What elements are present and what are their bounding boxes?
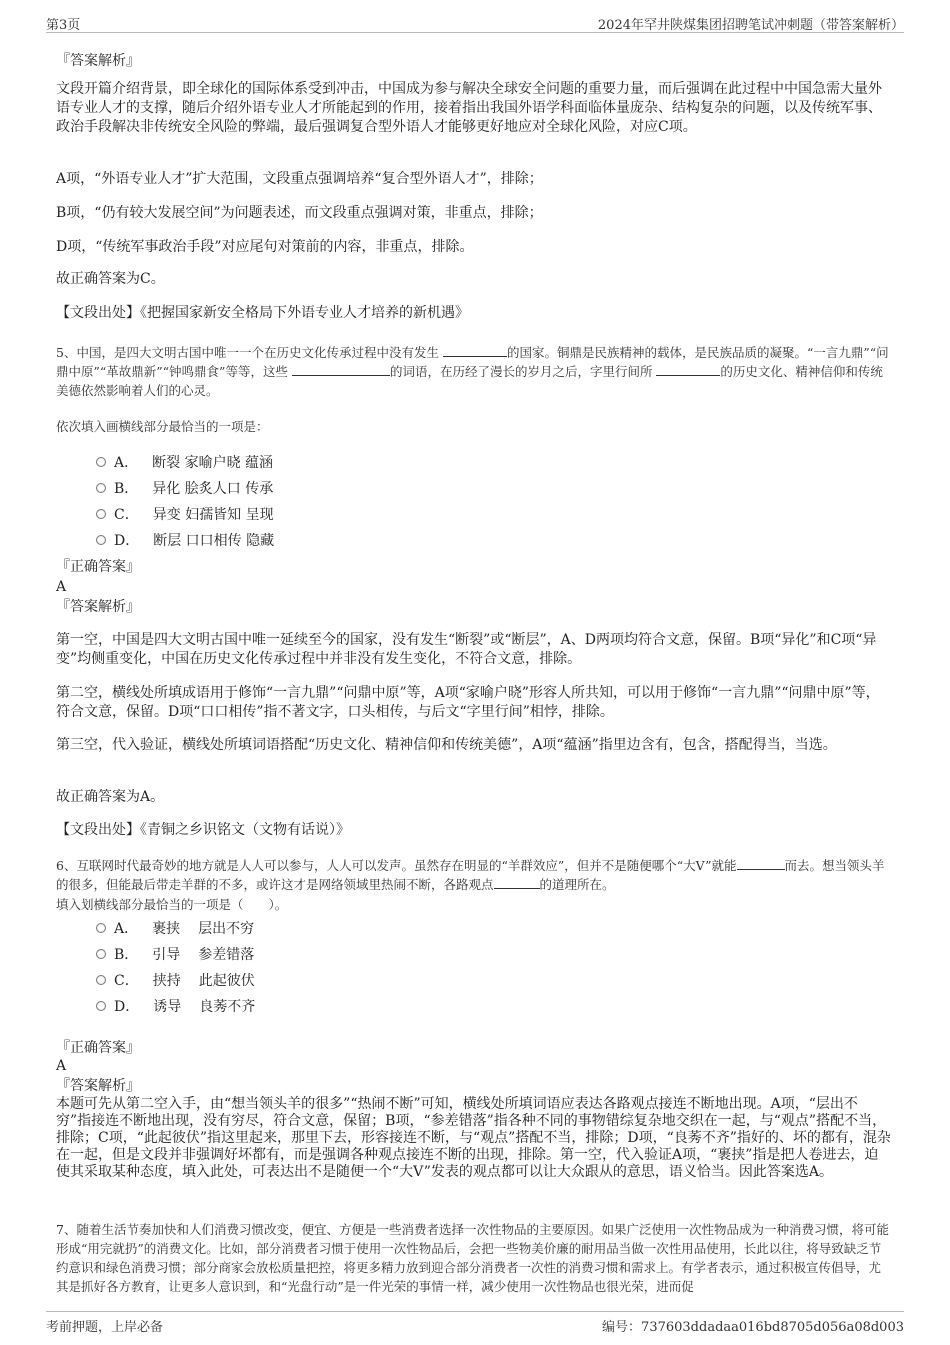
q5-analysis-paragraph-2: 第二空，横线处所填成语用于修饰“一言九鼎”“问鼎中原”等，A项“家喻户晓”形容人所共知，可以用于修饰“一言九鼎”“问鼎中原”等，符合文意，保留。D项“口口相传”指不著文字，口头相传，与后文“字里行间”相悖，排除。 (56, 685, 880, 720)
q6-prompt: 填入划横线部分最恰当的一项是（ ）。 (56, 897, 288, 912)
q5-answer: A (56, 579, 67, 595)
radio-icon[interactable] (96, 509, 106, 519)
q5-option-a[interactable]: A． 断裂 家喻户晓 蕴涵 (96, 452, 273, 472)
q5-option-d[interactable]: D． 断层 口口相传 隐藏 (96, 530, 274, 550)
q6-analysis-paragraph: 本题可先从第二空入手，由“想当领头羊的很多”“热闹不断”可知，横线处所填词语应表达各路观点接连不断地出现。A项，“层出不穷”指接连不断地出现，没有穷尽，符合文意，保留；B项，“参差错落”指各种不同的事物错综复杂地交织在一起，与“观点”搭配不当，排除；C项，“此起彼伏”指这里起来，那里下去，形容接连不断，与“观点”搭配不当，排除；D项，“良莠不齐”指好的、坏的都有，混杂在一起，但是文段并非强调好坏都有，而是强调各种观点接连不断的出现，排除。第一空，代入验证A项，“裹挟”指是把人卷进去，迫使其采取某种态度，填入此处，可表达出不是随便一个“大V”发表的观点都可以让大众跟从的意思，语义恰当。因此答案选A。 (56, 1096, 891, 1180)
radio-icon[interactable] (96, 975, 106, 985)
q7-stem: 7、随着生活节奏加快和人们消费习惯改变，便宜、方便是一些消费者选择一次性物品的主要原因。如果广泛使用一次性物品成为一种消费习惯，将可能形成“用完就扔”的消费文化。比如，部分消费者习惯于使用一次性物品后，会把一些物美价廉的耐用品当做一次性用品使用，长此以往，将导致缺乏节约意识和绿色消费习惯；部分商家会放松质量把控，将更多精力放到迎合部分消费者一次性的消费习惯和需求上。有学者表示，通过积极宣传倡导，尤其是抓好各方教育，让更多人意识到，和“光盘行动”是一件光荣的事情一样，减少使用一次性物品也很光荣，进而促 (56, 1222, 889, 1294)
page-header (46, 12, 904, 33)
q5-analysis-label: 『答案解析』 (56, 599, 140, 615)
q5-stem: 5、中国，是四大文明古国中唯一一个在历史文化传承过程中没有发生 的国家。铜鼎是民族精神的载体，是民族品质的凝聚。“一言九鼎”“问鼎中原”“革故鼎新”“钟鸣鼎食”等等，这些 的词语，在历经了漫长的岁月之后，字里行间所 的历史文化、精神信仰和传统美德依然影响着人们的心灵。 (56, 345, 889, 398)
q4-analysis-label: 『答案解析』 (56, 53, 140, 69)
radio-icon[interactable] (96, 483, 106, 493)
q4-analysis-paragraph: 文段开篇介绍背景，即全球化的国际体系受到冲击，中国成为参与解决全球安全问题的重要力量，而后强调在此过程中中国急需大量外语专业人才的支撑，随后介绍外语专业人才所能起到的作用，接着指出我国外语学科面临体量庞杂、结构复杂的问题，以及传统军事、政治手段解决非传统安全风险的弊端，最后强调复合型外语人才能够更好地应对全球化风险，对应C项。 (56, 81, 882, 135)
q5-answer-label: 『正确答案』 (56, 559, 140, 575)
q5-blank-1 (443, 344, 507, 357)
page-footer (46, 1311, 904, 1334)
q4-analysis-option-b: B项，“仍有较大发展空间”为问题表述，而文段重点强调对策，非重点，排除； (56, 205, 543, 221)
page-number: 第3页 (46, 18, 81, 33)
q5-option-b[interactable]: B． 异化 脍炙人口 传承 (96, 478, 273, 498)
q6-option-a[interactable]: A． 裹挟 层出不穷 (96, 918, 254, 938)
q5-analysis-paragraph-3: 第三空，代入验证，横线处所填词语搭配“历史文化、精神信仰和传统美德”，A项“蕴涵”指里边含有，包含，搭配得当，当选。 (56, 737, 837, 753)
q4-analysis-option-a: A项，“外语专业人才”扩大范围，文段重点强调培养“复合型外语人才”，排除； (56, 171, 543, 187)
radio-icon[interactable] (96, 1001, 106, 1011)
q6-analysis-label: 『答案解析』 (56, 1078, 140, 1094)
footer-slogan: 考前押题，上岸必备 (46, 1320, 164, 1335)
q5-analysis-paragraph-1: 第一空，中国是四大文明古国中唯一延续至今的国家，没有发生“断裂”或“断层”，A、D两项均符合文意，保留。B项“异化”和C项“异变”均侧重变化，中国在历史文化传承过程中并非没有发生变化，不符合文意，排除。 (56, 632, 877, 667)
radio-icon[interactable] (96, 535, 106, 545)
radio-icon[interactable] (96, 949, 106, 959)
q6-blank-2 (494, 876, 540, 889)
q5-blank-2 (292, 363, 390, 376)
q6-answer: A (56, 1058, 67, 1074)
q6-option-b[interactable]: B． 引导 参差错落 (96, 944, 254, 964)
q5-source: 【文段出处】《青铜之乡识铭文（文物有话说）》 (56, 822, 350, 838)
q4-source: 【文段出处】《把握国家新安全格局下外语专业人才培养的新机遇》 (56, 305, 469, 321)
document-title: 2024年罕井陕煤集团招聘笔试冲刺题（带答案解析） (597, 18, 904, 33)
q5-blank-3 (656, 363, 720, 376)
document-serial: 编号：737603ddadaa016bd8705d056a08d003 (602, 1320, 904, 1335)
q6-option-c[interactable]: C． 挟持 此起彼伏 (96, 970, 255, 990)
q6-blank-1 (737, 857, 785, 870)
q6-stem: 6、互联网时代最奇妙的地方就是人人可以参与，人人可以发声。虽然存在明显的“羊群效应”，但并不是随便哪个“大V”就能 而去。想当领头羊的很多，但能最后带走羊群的不多，或许这才是网络领域里热闹不断，各路观点 的道理所在。 (56, 858, 885, 892)
q5-option-c[interactable]: C． 异变 妇孺皆知 呈现 (96, 504, 274, 524)
q6-answer-label: 『正确答案』 (56, 1040, 140, 1056)
q5-conclusion: 故正确答案为A。 (56, 789, 165, 805)
q4-conclusion: 故正确答案为C。 (56, 271, 165, 287)
radio-icon[interactable] (96, 923, 106, 933)
q4-analysis-option-d: D项，“传统军事政治手段”对应尾句对策前的内容，非重点，排除。 (56, 239, 474, 255)
q5-prompt: 依次填入画横线部分最恰当的一项是： (56, 419, 269, 434)
q6-option-d[interactable]: D． 诱导 良莠不齐 (96, 996, 255, 1016)
radio-icon[interactable] (96, 457, 106, 467)
